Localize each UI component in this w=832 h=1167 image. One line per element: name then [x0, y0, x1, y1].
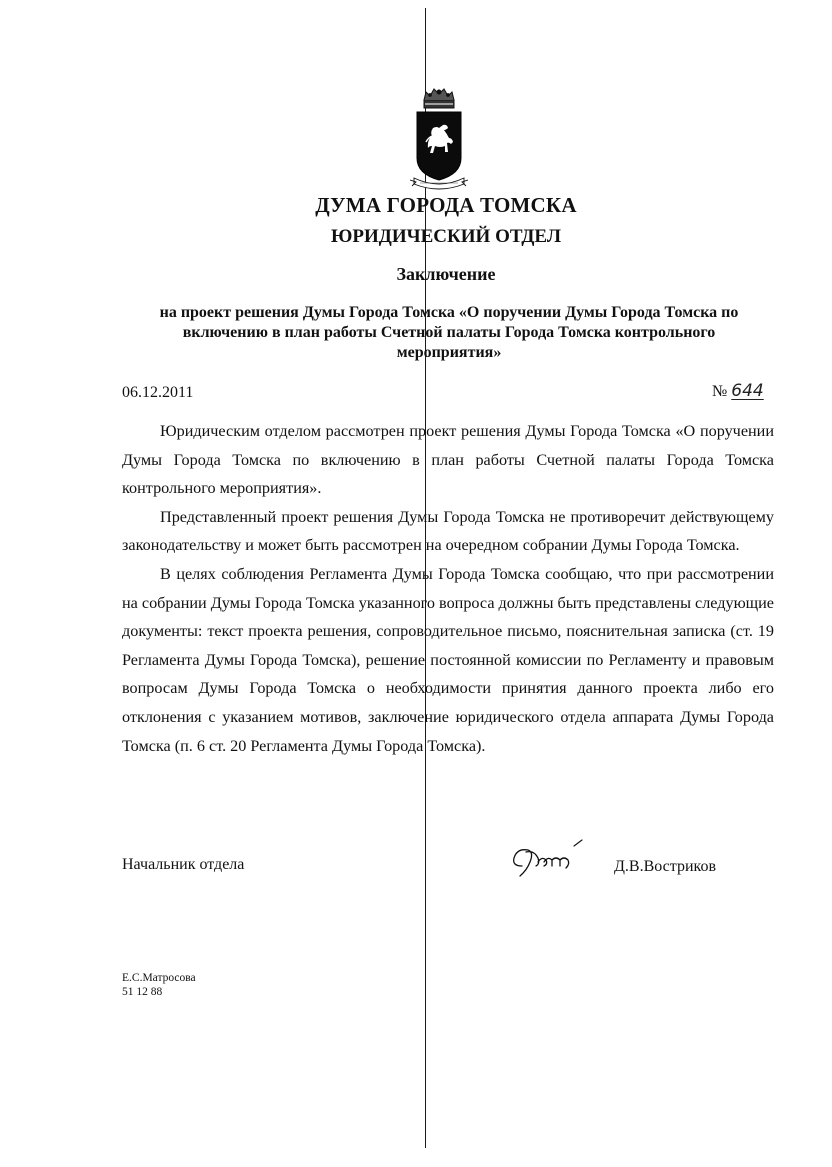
number-prefix: № — [712, 383, 728, 400]
signer-title: Начальник отдела — [122, 856, 245, 873]
tomsk-coat-of-arms-icon — [410, 86, 468, 194]
department-title: ЮРИДИЧЕСКИЙ ОТДЕЛ — [331, 226, 561, 247]
document-subject: на проект решения Думы Города Томска «О поручении Думы Города Томска по включению в план работы Счетной палаты Города Томска контрольного мероприятия» — [159, 304, 739, 361]
executor-phone: 51 12 88 — [122, 986, 163, 998]
executor-name: Е.С.Матросова — [122, 972, 196, 984]
document-type-title: Заключение — [396, 264, 496, 284]
organization-title: ДУМА ГОРОДА ТОМСКА — [315, 193, 577, 217]
document-date: 06.12.2011 — [122, 384, 194, 401]
signer-name: Д.В.Востриков — [614, 858, 717, 875]
document-number — [712, 381, 764, 401]
body-paragraph: Представленный проект решения Думы Города Томска не противоречит действующему законодательству и может быть рассмотрен на очередном собрании Думы Города Томска. — [122, 507, 774, 555]
executor-block — [122, 971, 196, 999]
body-paragraph: В целях соблюдения Регламента Думы Города Томска сообщаю, что при рассмотрении на собрании Думы Города Томска указанного вопроса должны быть представлены следующие документы: текст проекта решения, сопроводительное письмо, пояснительная записка (ст. 19 Регламента Думы Города Томска), решение постоянной комиссии по Регламенту и правовым вопросам Думы Города Томска о необходимости принятия данного проекта либо его отклонения с указанием мотивов, заключение юридического отдела аппарата Думы Города Томска (п. 6 ст. 20 Регламента Думы Города Томска). — [122, 564, 774, 755]
document-body — [122, 417, 774, 760]
number-handwritten: 644 — [731, 381, 764, 401]
handwritten-signature-icon — [508, 836, 588, 882]
body-paragraph: Юридическим отделом рассмотрен проект решения Думы Города Томска «О поручении Думы Города Томска по включению в план работы Счетной палаты Города Томска контрольного мероприятия». — [122, 422, 774, 498]
